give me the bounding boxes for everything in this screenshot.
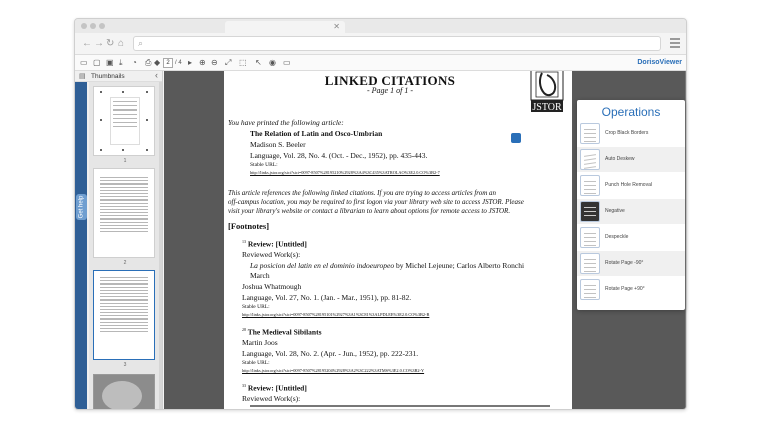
zoom-in-icon[interactable]: ⊕ bbox=[199, 58, 206, 67]
thumbnail-list bbox=[89, 82, 161, 410]
ref1-reviewed-label: Reviewed Work(s): bbox=[242, 250, 301, 259]
sidebar-title: Thumbnails bbox=[91, 73, 125, 80]
sidebar-scrollbar[interactable] bbox=[159, 82, 162, 410]
ref2-stable-label: Stable URL: bbox=[242, 360, 270, 366]
ref2-author: Martin Joos bbox=[242, 338, 278, 347]
thumbnails-icon: ▤ bbox=[79, 73, 86, 80]
thumbnail-page-4[interactable] bbox=[93, 374, 155, 410]
notice-line-1: This article references the following linked citations. If you are trying to access articles from an bbox=[228, 189, 497, 197]
notice-line-2: off-campus location, you may be required to first logon via your library web site to access JSTOR. Please bbox=[228, 198, 524, 206]
document-page bbox=[224, 71, 572, 410]
ref1-url-link[interactable]: http://links.jstor.org/sici?sici=0097-8507%28195101%2927%3A1%3C81%3ALPDLEE%3E2.0.CO%3B2-B bbox=[242, 312, 430, 317]
select-tool-icon[interactable]: ⬚ bbox=[239, 58, 247, 67]
open-file-icon[interactable]: ▢ bbox=[93, 58, 101, 67]
operation-auto-deskew[interactable] bbox=[577, 147, 685, 172]
browser-menu-icon[interactable] bbox=[670, 38, 680, 50]
operation-rotate-minus-90[interactable] bbox=[577, 251, 685, 276]
operation-label: Crop Black Borders bbox=[605, 130, 649, 136]
thumbnail-label: 3 bbox=[123, 362, 127, 368]
ref3-reviewed-label: Reviewed Work(s): bbox=[242, 394, 301, 403]
thumbnail-page-1[interactable] bbox=[93, 86, 155, 156]
operation-label: Rotate Page +90° bbox=[605, 286, 645, 292]
operations-toggle-button[interactable] bbox=[511, 133, 521, 143]
ref2-source: Language, Vol. 28, No. 2. (Apr. - Jun., 1952), pp. 222-231. bbox=[242, 349, 419, 358]
download-icon[interactable]: ⤓ bbox=[119, 58, 123, 67]
ref1-source: Language, Vol. 27, No. 1. (Jan. - Mar., 1951), pp. 81-82. bbox=[242, 293, 412, 302]
operation-label: Rotate Page -90° bbox=[605, 260, 644, 266]
ref2-heading: $^{28}$ The Medieval Sibilants bbox=[242, 327, 322, 337]
operation-crop-black-borders[interactable] bbox=[577, 121, 685, 146]
prev-page-icon[interactable]: ◆ bbox=[154, 58, 161, 67]
cutoff-text-line bbox=[250, 405, 550, 407]
sidebar-header bbox=[75, 71, 162, 82]
negative-icon bbox=[580, 201, 600, 222]
window-maximize-dot[interactable] bbox=[99, 23, 105, 29]
viewer-scrollbar[interactable] bbox=[685, 71, 687, 410]
intro-text: You have printed the following article: bbox=[228, 118, 344, 127]
operation-label: Negative bbox=[605, 208, 625, 214]
operation-label: Despeckle bbox=[605, 234, 629, 240]
print-icon[interactable]: ⎙ bbox=[145, 58, 152, 67]
annotate-icon[interactable]: ◔ bbox=[132, 58, 137, 67]
ref1-author: Joshua Whatmough bbox=[242, 282, 302, 291]
page-total: / 4 bbox=[175, 60, 182, 66]
svg-text:JSTOR: JSTOR bbox=[532, 102, 562, 113]
document-title: LINKED CITATIONS bbox=[324, 73, 456, 88]
viewer-toolbar bbox=[75, 55, 687, 71]
home-icon[interactable]: ⌂ bbox=[118, 38, 125, 49]
sidebar-strip bbox=[75, 82, 87, 410]
ref1-stable-label: Stable URL: bbox=[242, 304, 270, 310]
window-minimize-dot[interactable] bbox=[90, 23, 96, 29]
collapse-sidebar-icon[interactable]: ‹ bbox=[155, 70, 158, 80]
punch-hole-icon bbox=[580, 175, 600, 196]
thumbnail-label: 1 bbox=[123, 158, 127, 164]
operation-despeckle[interactable] bbox=[577, 225, 685, 250]
forward-icon[interactable]: → bbox=[94, 38, 104, 49]
pointer-tool-icon[interactable]: ↖ bbox=[255, 58, 262, 67]
despeckle-icon bbox=[580, 227, 600, 248]
crop-icon bbox=[580, 123, 600, 144]
ref1-work: La posicion del latin en el dominio indoeuropeo by Michel Lejeune; Carlos Alberto Ronchi bbox=[250, 261, 525, 270]
deskew-icon bbox=[580, 149, 600, 170]
thumbnail-sidebar bbox=[75, 71, 163, 410]
tab-close-icon[interactable]: ✕ bbox=[333, 22, 340, 31]
operation-punch-hole-removal[interactable] bbox=[577, 173, 685, 198]
operations-title: Operations bbox=[601, 105, 661, 119]
address-bar[interactable] bbox=[133, 36, 661, 51]
next-page-icon[interactable]: ▸ bbox=[188, 58, 193, 67]
ref1-work-continued: March bbox=[250, 271, 270, 280]
brand-logo: DorisoViewer bbox=[637, 59, 682, 66]
operation-negative[interactable] bbox=[577, 199, 685, 224]
article-author: Madison S. Beeler bbox=[250, 140, 306, 149]
footnotes-heading: [Footnotes] bbox=[228, 221, 270, 231]
browser-navbar bbox=[75, 33, 687, 55]
export-icon[interactable]: ▣ bbox=[106, 58, 114, 67]
ref3-heading: $^{33}$ Review: [Untitled] bbox=[242, 383, 307, 393]
window-close-dot[interactable] bbox=[81, 23, 87, 29]
operation-label: Auto Deskew bbox=[605, 156, 635, 162]
thumbnail-page-2[interactable] bbox=[93, 168, 155, 258]
zoom-out-icon[interactable]: ⊖ bbox=[211, 58, 218, 67]
open-folder-icon[interactable]: ▭ bbox=[80, 58, 88, 67]
operation-label: Punch Hole Removal bbox=[605, 182, 652, 188]
jstor-logo bbox=[530, 71, 564, 113]
reload-icon[interactable]: ↻ bbox=[106, 38, 115, 49]
browser-tab[interactable] bbox=[225, 21, 345, 33]
rotate-right-icon bbox=[580, 279, 600, 300]
stable-url-link[interactable]: http://links.jstor.org/sici?sici=0097-8507%28195210%2928%3A4%3C435%3ATROLAO%3E2.0.CO%3B2-7 bbox=[250, 170, 440, 175]
view-icon[interactable]: ◉ bbox=[269, 58, 276, 67]
article-title: The Relation of Latin and Osco-Umbrian bbox=[250, 129, 383, 138]
fullscreen-icon[interactable]: ▭ bbox=[283, 58, 291, 67]
notice-line-3: visit your library's website or contact a librarian to learn about options for remote access to JSTOR. bbox=[228, 207, 511, 215]
operations-panel bbox=[577, 100, 685, 310]
browser-titlebar bbox=[75, 19, 687, 33]
stable-url-label: Stable URL: bbox=[250, 162, 278, 168]
rotate-left-icon bbox=[580, 253, 600, 274]
get-help-tab[interactable]: Get help bbox=[76, 194, 87, 220]
thumbnail-label: 2 bbox=[123, 260, 127, 266]
operation-rotate-plus-90[interactable] bbox=[577, 277, 685, 302]
article-source: Language, Vol. 28, No. 4. (Oct. - Dec., 1952), pp. 435-443. bbox=[250, 151, 428, 160]
thumbnail-page-3[interactable] bbox=[93, 270, 155, 360]
address-search-icon: ⌕ bbox=[138, 38, 144, 48]
page-number-input[interactable]: 2 bbox=[163, 58, 173, 68]
ref1-heading: $^{13}$ Review: [Untitled] bbox=[242, 239, 307, 249]
ref2-url-link[interactable]: http://links.jstor.org/sici?sici=0097-8507%28195204%2928%3A2%3C222%3ATMS%3E2.0.CO%3B2-Y bbox=[242, 368, 425, 373]
zoom-fit-icon[interactable]: ⤢ bbox=[225, 58, 232, 67]
page-indicator: - Page 1 of 1 - bbox=[367, 86, 413, 95]
back-icon[interactable]: ← bbox=[82, 38, 92, 49]
